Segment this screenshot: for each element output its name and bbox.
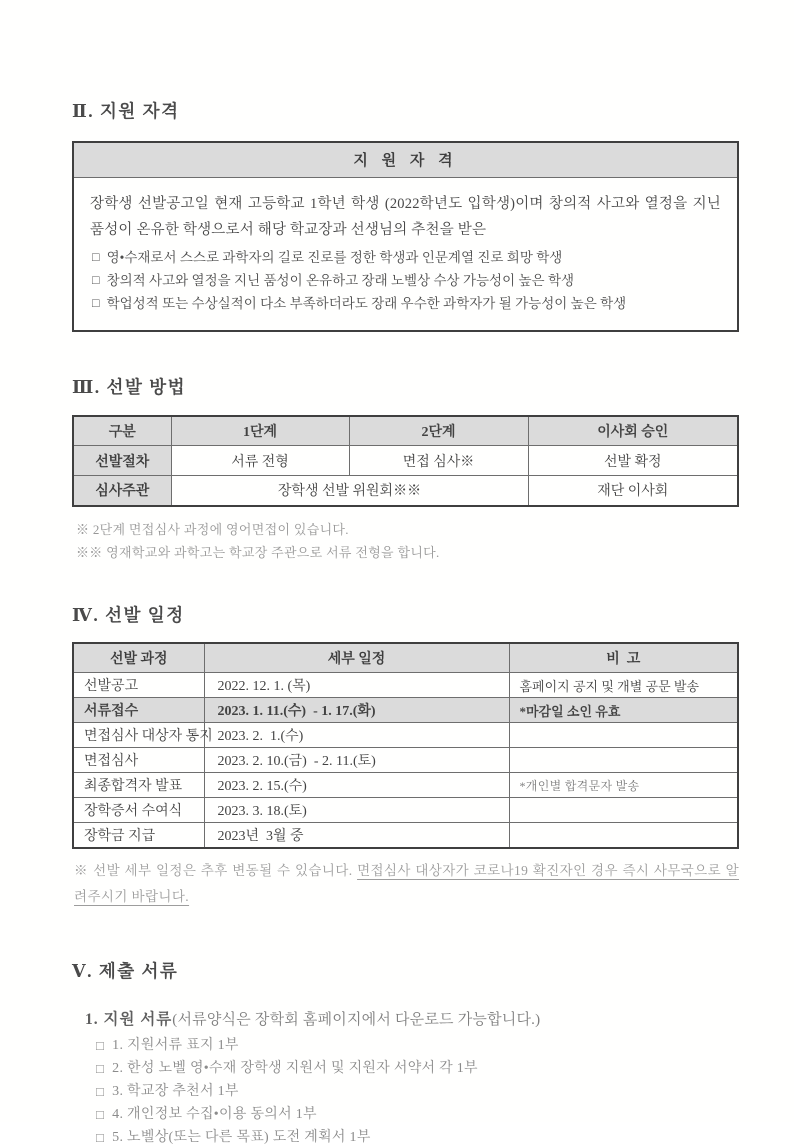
qualification-table-header: 지 원 자 격	[73, 142, 738, 177]
schedule-process: 장학증서 수여식	[73, 798, 204, 823]
qualification-item-text: 창의적 사고와 열정을 지닌 품성이 온유하고 장래 노벨상 수상 가능성이 높은 학생	[106, 272, 575, 288]
section5-heading: Ⅴ. 제출 서류	[72, 960, 179, 981]
schedule-date: 2022. 12. 1. (목)	[204, 673, 509, 698]
qualification-item-text: 학업성적 또는 수상실적이 다소 부족하더라도 장래 우수한 과학자가 될 가능성이 높은 학생	[106, 295, 627, 311]
submit-list-item	[96, 1082, 739, 1102]
schedule-date: 2023. 2. 15.(수)	[204, 773, 509, 798]
method-cell: 서류 전형	[171, 446, 349, 476]
schedule-row-interview	[73, 748, 738, 773]
schedule-process: 장학금 지급	[73, 823, 204, 848]
schedule-date: 2023. 2. 1.(수)	[204, 723, 509, 748]
checkbox-icon: □	[96, 1037, 105, 1053]
schedule-row-payment	[73, 823, 738, 848]
section2-heading: Ⅱ. 지원 자격	[72, 101, 180, 121]
submit-item-text: 2. 한성 노벨 영•수재 장학생 지원서 및 지원자 서약서 각 1부	[112, 1060, 478, 1076]
schedule-process: 최종합격자 발표	[73, 773, 204, 798]
method-cell: 면접 심사※	[349, 446, 528, 476]
method-footnotes	[76, 518, 739, 564]
schedule-date: 2023. 1. 11.(수) - 1. 17.(화)	[204, 698, 509, 723]
schedule-table	[72, 642, 739, 849]
submit-list-item	[96, 1105, 739, 1125]
schedule-footnote	[74, 858, 739, 910]
schedule-date: 2023. 3. 18.(토)	[204, 798, 509, 823]
submit-list-item	[96, 1059, 739, 1079]
method-row-label: 선발절차	[73, 446, 171, 476]
submit-item-text: 4. 개인정보 수집•이용 동의서 1부	[112, 1106, 317, 1122]
checkbox-icon: □	[96, 1083, 105, 1099]
submit-documents-list	[96, 1036, 739, 1148]
schedule-table-header-row	[73, 643, 738, 673]
submit-list-item	[96, 1036, 739, 1056]
schedule-header-detail: 세부 일정	[204, 643, 509, 673]
schedule-remark	[509, 723, 738, 748]
schedule-footnote-underlined: 면접심사 대상자가 코로나19 확진자인 경우 즉시 사무국으로 알려주시기 바랍니다.	[74, 862, 740, 904]
schedule-process: 면접심사	[73, 748, 204, 773]
method-header-gubun: 구분	[73, 416, 171, 446]
schedule-remark	[509, 798, 738, 823]
schedule-process: 선발공고	[73, 673, 204, 698]
schedule-remark	[509, 823, 738, 848]
method-cell: 선발 확정	[528, 446, 738, 476]
schedule-row-application	[73, 698, 738, 723]
qualification-table	[72, 141, 739, 332]
checkbox-icon: □	[96, 1060, 105, 1076]
checkbox-icon: □	[96, 1129, 105, 1145]
schedule-header-process: 선발 과정	[73, 643, 204, 673]
submit-subheading-note: (서류양식은 장학회 홈페이지에서 다운로드 가능합니다.)	[172, 1011, 541, 1028]
method-cell: 장학생 선발 위원회※※	[171, 476, 528, 506]
schedule-header-remark: 비 고	[509, 643, 738, 673]
submit-item-text: 5. 노벨상(또는 다른 목표) 도전 계획서 1부	[112, 1129, 371, 1145]
method-footnote: ※※ 영재학교와 과학고는 학교장 주관으로 서류 전형을 합니다.	[76, 544, 440, 560]
schedule-row-final-result	[73, 773, 738, 798]
qualification-table-body	[73, 177, 738, 331]
schedule-date: 2023. 2. 10.(금) - 2. 11.(토)	[204, 748, 509, 773]
method-header-stage1: 1단계	[171, 416, 349, 446]
submit-item-text: 1. 지원서류 표지 1부	[112, 1037, 239, 1053]
schedule-date: 2023년 3월 중	[204, 823, 509, 848]
checkbox-icon: □	[96, 1106, 105, 1122]
schedule-remark: 홈페이지 공지 및 개별 공문 발송	[509, 673, 738, 698]
schedule-remark: *마감일 소인 유효	[509, 698, 738, 723]
method-table-row-procedure	[73, 446, 738, 476]
schedule-row-announcement	[73, 673, 738, 698]
checkbox-icon: □	[92, 295, 100, 310]
submit-list-item	[96, 1128, 739, 1148]
schedule-process: 서류접수	[73, 698, 204, 723]
method-table-header-row	[73, 416, 738, 446]
submit-item-text: 3. 학교장 추천서 1부	[112, 1083, 239, 1099]
submit-subheading-title: 1. 지원 서류	[85, 1010, 173, 1028]
method-cell: 재단 이사회	[528, 476, 738, 506]
checkbox-icon: □	[92, 249, 100, 264]
schedule-process: 면접심사 대상자 통지	[73, 723, 204, 748]
section3-heading: Ⅲ. 선발 방법	[72, 376, 187, 397]
section4-heading: Ⅳ. 선발 일정	[72, 604, 185, 625]
qualification-item-text: 영•수재로서 스스로 과학자의 길로 진로를 정한 학생과 인문계열 진로 희망 학생	[106, 249, 563, 265]
method-header-stage2: 2단계	[349, 416, 528, 446]
method-header-board: 이사회 승인	[528, 416, 738, 446]
selection-method-table	[72, 415, 739, 507]
schedule-row-interview-notice	[73, 723, 738, 748]
schedule-row-ceremony	[73, 798, 738, 823]
method-row-label: 심사주관	[73, 476, 171, 506]
method-footnote: ※ 2단계 면접심사 과정에 영어면접이 있습니다.	[76, 521, 349, 537]
method-table-row-organizer	[73, 476, 738, 506]
qualification-intro-text: 장학생 선발공고일 현재 고등학교 1학년 학생 (2022학년도 입학생)이며 창의적 사고와 열정을 지닌 품성이 온유한 학생으로서 해당 학교장과 선생님의 추천을 받은	[90, 195, 721, 238]
schedule-footnote-prefix: ※ 선발 세부 일정은 추후 변동될 수 있습니다.	[74, 862, 358, 878]
qualification-item	[90, 292, 725, 315]
qualification-item	[90, 269, 725, 292]
schedule-remark	[509, 748, 738, 773]
submit-documents-subheading	[85, 1007, 739, 1029]
qualification-item	[90, 246, 725, 269]
checkbox-icon: □	[92, 272, 100, 287]
schedule-remark: *개인별 합격문자 발송	[509, 773, 738, 798]
